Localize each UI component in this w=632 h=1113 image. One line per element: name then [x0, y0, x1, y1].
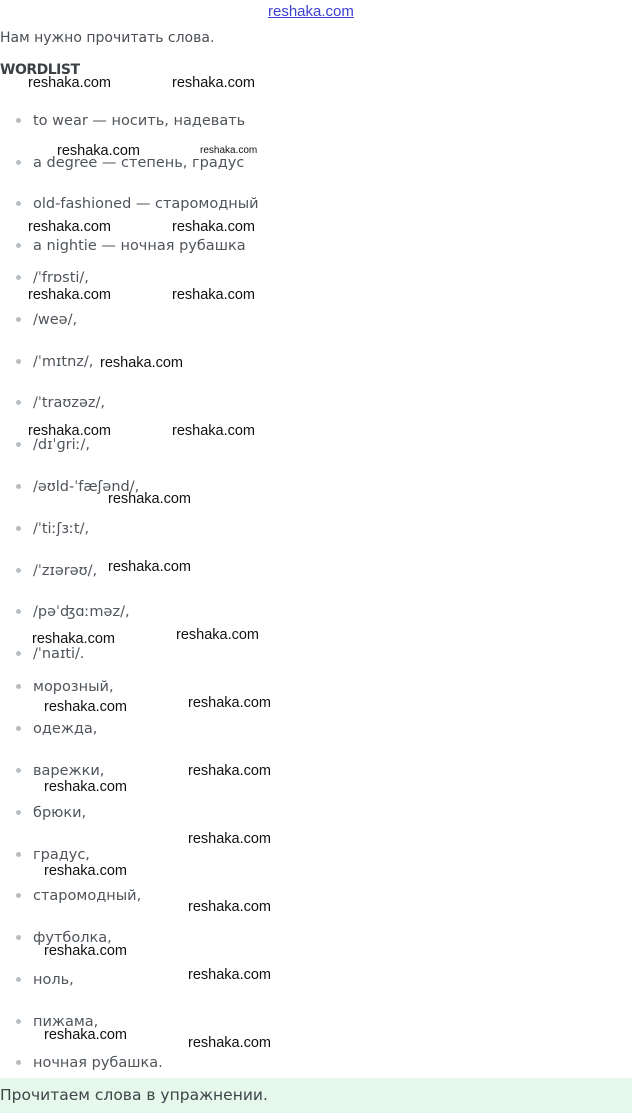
list-item: [16, 969, 74, 991]
list-item-text: футболка,: [33, 930, 112, 946]
list-item: [16, 235, 246, 257]
watermark: reshaka.com: [200, 145, 258, 156]
list-item-text: old-fashioned — старомодный: [33, 196, 259, 212]
watermark: reshaka.com: [172, 75, 256, 91]
watermark: reshaka.com: [28, 219, 112, 235]
bullet-icon: [16, 1019, 21, 1024]
watermark: reshaka.com: [44, 699, 128, 715]
bullet-icon: [16, 160, 21, 165]
watermark: reshaka.com: [188, 831, 272, 847]
watermark: reshaka.com: [28, 287, 112, 303]
bullet-icon: [16, 651, 21, 656]
bullet-icon: [16, 442, 21, 447]
watermark: reshaka.com: [172, 423, 256, 439]
bullet-icon: [16, 275, 21, 280]
list-item: [16, 560, 97, 582]
list-item-text: /ˈtraʊzəz/,: [33, 395, 105, 411]
bullet-icon: [16, 568, 21, 573]
watermark: reshaka.com: [172, 287, 256, 303]
watermark: reshaka.com: [188, 763, 272, 779]
bullet-icon: [16, 810, 21, 815]
watermark: reshaka.com: [188, 967, 272, 983]
list-item: [16, 193, 259, 215]
watermark: reshaka.com: [44, 1027, 128, 1043]
list-item-text: одежда,: [33, 721, 98, 737]
bullet-icon: [16, 400, 21, 405]
list-item-text: /ˈfrɒsti/,: [33, 270, 89, 286]
list-item-text: /əʊld-ˈfæʃənd/,: [33, 479, 140, 495]
watermark: reshaka.com: [188, 1035, 272, 1051]
list-item-text: /ˈzɪərəʊ/,: [33, 563, 98, 579]
list-item-text: /dɪˈɡriː/,: [33, 437, 91, 453]
list-item: [16, 718, 97, 740]
list-item: [16, 110, 245, 132]
list-item-text: брюки,: [33, 805, 87, 821]
bullet-icon: [16, 935, 21, 940]
watermark: reshaka.com: [44, 863, 128, 879]
list-item-text: градус,: [33, 847, 90, 863]
list-item: [16, 392, 105, 414]
bullet-icon: [16, 484, 21, 489]
bullet-icon: [16, 684, 21, 689]
list-item-text: a nightie — ночная рубашка: [33, 238, 246, 254]
list-item: [16, 802, 86, 824]
list-item: [16, 601, 130, 623]
instruction-banner: Прочитаем слова в упражнении.: [0, 1078, 632, 1113]
watermark: reshaka.com: [188, 695, 272, 711]
site-link[interactable]: reshaka.com: [268, 3, 354, 20]
list-item-text: /ˈmɪtnz/,: [33, 354, 94, 370]
list-item-text: пижама,: [33, 1014, 99, 1030]
list-item: [16, 518, 89, 540]
watermark: reshaka.com: [44, 943, 128, 959]
list-item-text: старомодный,: [33, 888, 142, 904]
bullet-icon: [16, 359, 21, 364]
watermark: reshaka.com: [28, 75, 112, 91]
list-item-text: to wear — носить, надевать: [33, 113, 246, 129]
list-item-text: варежки,: [33, 763, 105, 779]
list-item: [16, 885, 141, 907]
list-item-text: морозный,: [33, 679, 114, 695]
list-item: [16, 309, 77, 331]
list-item-text: /ˈnaɪti/.: [33, 646, 85, 662]
list-item: [16, 351, 93, 373]
intro-text: Нам нужно прочитать слова.: [0, 30, 215, 46]
list-item-text: /weə/,: [33, 312, 78, 328]
list-item-text: ноль,: [33, 972, 74, 988]
watermark: reshaka.com: [44, 779, 128, 795]
bullet-icon: [16, 852, 21, 857]
list-item-text: /pəˈʤɑːməz/,: [33, 604, 130, 620]
bullet-icon: [16, 118, 21, 123]
watermark: reshaka.com: [32, 631, 116, 647]
bullet-icon: [16, 243, 21, 248]
bullet-icon: [16, 317, 21, 322]
wordlist-heading: WORDLIST: [0, 62, 80, 78]
bullet-icon: [16, 609, 21, 614]
bullet-icon: [16, 526, 21, 531]
bullet-icon: [16, 768, 21, 773]
watermark: reshaka.com: [172, 219, 256, 235]
watermark: reshaka.com: [57, 143, 141, 159]
bullet-icon: [16, 726, 21, 731]
list-item-text: a degree — степень, градус: [33, 155, 245, 171]
watermark: reshaka.com: [100, 355, 184, 371]
list-item-text: /ˈtiːʃɜːt/,: [33, 521, 90, 537]
watermark: reshaka.com: [188, 899, 272, 915]
bullet-icon: [16, 1060, 21, 1065]
bullet-icon: [16, 977, 21, 982]
bullet-icon: [16, 201, 21, 206]
bullet-icon: [16, 893, 21, 898]
watermark: reshaka.com: [108, 491, 192, 507]
watermark: reshaka.com: [176, 627, 260, 643]
watermark: reshaka.com: [108, 559, 192, 575]
list-item: [16, 676, 114, 698]
watermark: reshaka.com: [28, 423, 112, 439]
list-item: [16, 1052, 163, 1074]
list-item-text: ночная рубашка.: [33, 1055, 163, 1071]
list-item: [16, 267, 89, 289]
